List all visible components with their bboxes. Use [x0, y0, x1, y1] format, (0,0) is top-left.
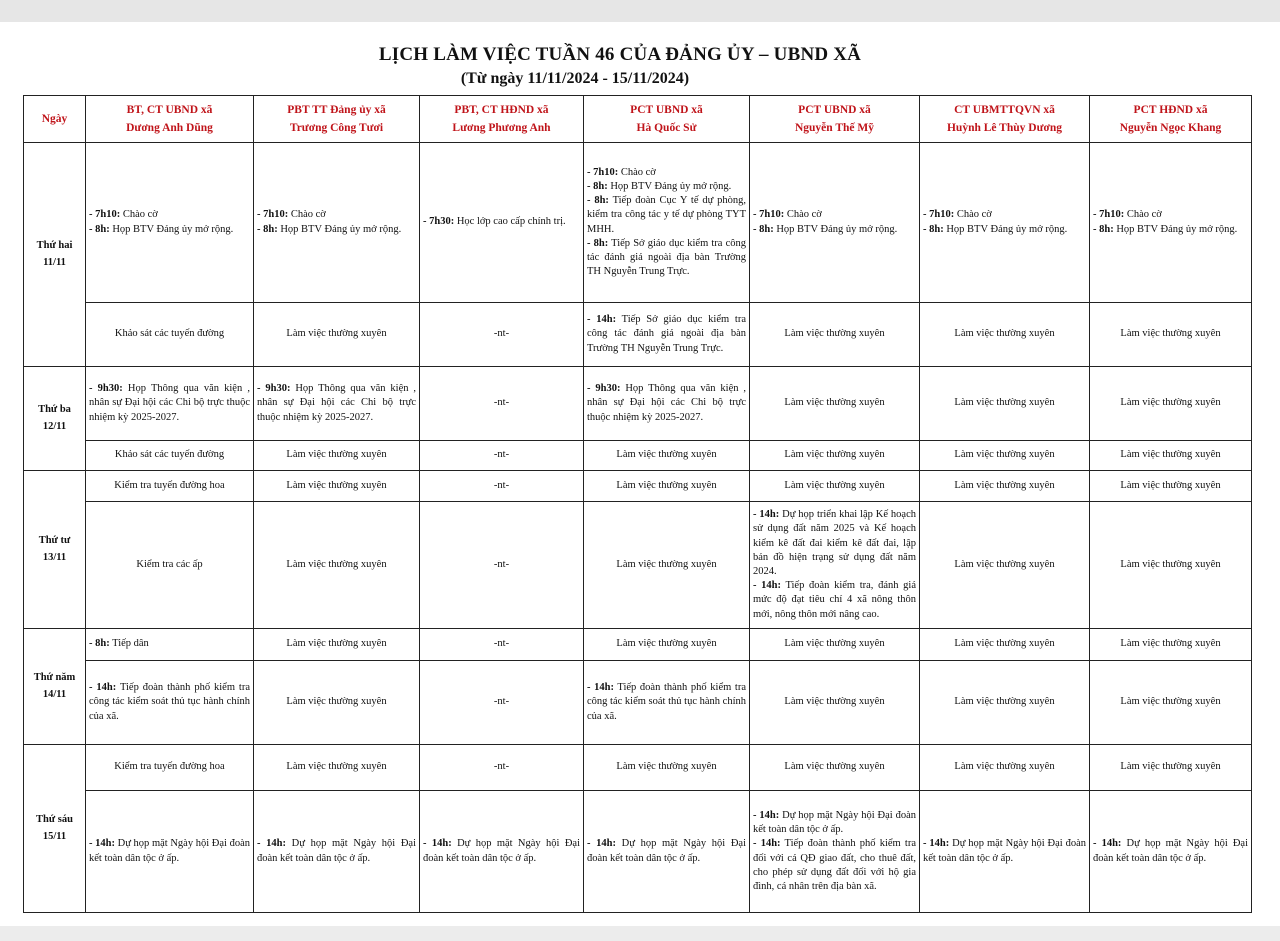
page-title: LỊCH LÀM VIỆC TUẦN 46 CỦA ĐẢNG ỦY – UBND XÃ: [378, 44, 862, 65]
schedule-cell: Làm việc thường xuyên: [750, 745, 920, 791]
page-subtitle: (Từ ngày 11/11/2024 - 15/11/2024): [460, 70, 690, 87]
schedule-cell: - 7h10: Chào cờ - 8h: Họp BTV Đảng ủy mở rộng.: [86, 143, 254, 303]
table-row: [24, 502, 1252, 629]
schedule-cell: Làm việc thường xuyên: [254, 745, 420, 791]
day-cell-monday: Thứ hai 11/11: [24, 143, 86, 367]
schedule-cell: -nt-: [420, 502, 584, 629]
schedule-cell: Làm việc thường xuyên: [254, 441, 420, 471]
schedule-cell: Làm việc thường xuyên: [1090, 471, 1252, 502]
schedule-cell: Làm việc thường xuyên: [254, 502, 420, 629]
schedule-cell: - 14h: Dự họp mặt Ngày hội Đại đoàn kết toàn dân tộc ở ấp.: [1090, 791, 1252, 913]
header-row: [24, 96, 1252, 143]
table-row: [24, 441, 1252, 471]
top-bar: [0, 0, 1280, 22]
header-col-1: BT, CT UBND xã Dương Anh Dũng: [86, 96, 254, 143]
table-row: [24, 791, 1252, 913]
schedule-cell: Làm việc thường xuyên: [750, 661, 920, 745]
schedule-cell: Làm việc thường xuyên: [750, 441, 920, 471]
schedule-cell: Làm việc thường xuyên: [1090, 629, 1252, 661]
schedule-cell: Làm việc thường xuyên: [920, 367, 1090, 441]
day-cell-friday: Thứ sáu 15/11: [24, 745, 86, 913]
schedule-cell: - 14h: Tiếp Sở giáo dục kiểm tra công tác đánh giá ngoài địa bàn Trường TH Nguyễn Trung Trực.: [584, 303, 750, 367]
schedule-cell: -nt-: [420, 441, 584, 471]
schedule-cell: -nt-: [420, 629, 584, 661]
schedule-cell: - 14h: Dự họp mặt Ngày hội Đại đoàn kết toàn dân tộc ở ấp. - 14h: Tiếp đoàn thành phố kiểm tra đối với cá QĐ giao đất, cho thuê đất, cho phép sử dụng đất đối với hộ gia đình, cá nhân trên địa bàn xã.: [750, 791, 920, 913]
schedule-cell: - 9h30: Họp Thông qua văn kiện , nhân sự Đại hội các Chi bộ trực thuộc nhiệm kỳ 2025-2027.: [86, 367, 254, 441]
table-row: [24, 745, 1252, 791]
schedule-cell: Làm việc thường xuyên: [750, 367, 920, 441]
schedule-cell: - 14h: Dự họp mặt Ngày hội Đại đoàn kết toàn dân tộc ở ấp.: [254, 791, 420, 913]
table-row: [24, 367, 1252, 441]
schedule-cell: -nt-: [420, 367, 584, 441]
schedule-cell: Làm việc thường xuyên: [584, 471, 750, 502]
schedule-cell: Làm việc thường xuyên: [920, 661, 1090, 745]
schedule-cell: Làm việc thường xuyên: [1090, 441, 1252, 471]
schedule-cell: - 14h: Tiếp đoàn thành phố kiểm tra công tác kiểm soát thủ tục hành chính của xã.: [86, 661, 254, 745]
schedule-cell: Làm việc thường xuyên: [1090, 367, 1252, 441]
table-row: [24, 661, 1252, 745]
schedule-cell: -nt-: [420, 303, 584, 367]
schedule-cell: Làm việc thường xuyên: [1090, 661, 1252, 745]
schedule-cell: Làm việc thường xuyên: [254, 629, 420, 661]
header-col-4: PCT UBND xã Hà Quốc Sử: [584, 96, 750, 143]
day-cell-thursday: Thứ năm 14/11: [24, 629, 86, 745]
schedule-cell: Kiểm tra tuyến đường hoa: [86, 745, 254, 791]
schedule-cell: Làm việc thường xuyên: [920, 502, 1090, 629]
schedule-cell: Làm việc thường xuyên: [920, 303, 1090, 367]
schedule-cell: Làm việc thường xuyên: [584, 745, 750, 791]
schedule-cell: Làm việc thường xuyên: [920, 441, 1090, 471]
schedule-cell: Làm việc thường xuyên: [1090, 745, 1252, 791]
schedule-cell: - 7h10: Chào cờ - 8h: Họp BTV Đảng ủy mở rộng.: [750, 143, 920, 303]
bottom-bar: [0, 926, 1280, 941]
schedule-cell: Làm việc thường xuyên: [254, 303, 420, 367]
schedule-cell: Làm việc thường xuyên: [584, 441, 750, 471]
schedule-cell: - 7h10: Chào cờ - 8h: Họp BTV Đảng ủy mở rộng. - 8h: Tiếp đoàn Cục Y tế dự phòng, kiểm tra công tác y tế dự phòng TYT MHH. - 8h: Tiếp Sở giáo dục kiểm tra công tác đánh giá ngoài địa bàn Trường TH Nguyễn Trung Trực.: [584, 143, 750, 303]
table-row: [24, 629, 1252, 661]
schedule-cell: - 14h: Dự họp triển khai lập Kế hoạch sử dụng đất năm 2025 và Kế hoạch kiểm kê đất đai kiểm kê đất đai, lập bản đồ hiện trạng sử dụng đất năm 2024. - 14h: Tiếp đoàn kiểm tra, đánh giá mức độ đạt tiêu chí 4 xã nông thôn mới, nông thôn mới nâng cao.: [750, 502, 920, 629]
schedule-table: [23, 95, 1252, 913]
schedule-cell: - 7h10: Chào cờ - 8h: Họp BTV Đảng ủy mở rộng.: [1090, 143, 1252, 303]
schedule-cell: Làm việc thường xuyên: [584, 502, 750, 629]
schedule-cell: Làm việc thường xuyên: [254, 661, 420, 745]
schedule-cell: - 8h: Tiếp dân: [86, 629, 254, 661]
schedule-cell: Làm việc thường xuyên: [584, 629, 750, 661]
table-row: [24, 471, 1252, 502]
schedule-cell: Làm việc thường xuyên: [254, 471, 420, 502]
header-day: Ngày: [24, 96, 86, 143]
schedule-cell: Làm việc thường xuyên: [750, 303, 920, 367]
schedule-cell: Làm việc thường xuyên: [920, 745, 1090, 791]
schedule-cell: Làm việc thường xuyên: [920, 471, 1090, 502]
header-col-2: PBT TT Đảng ủy xã Trương Công Tươi: [254, 96, 420, 143]
header-col-5: PCT UBND xã Nguyễn Thế Mỹ: [750, 96, 920, 143]
schedule-cell: -nt-: [420, 661, 584, 745]
day-cell-tuesday: Thứ ba 12/11: [24, 367, 86, 471]
schedule-cell: - 9h30: Họp Thông qua văn kiện , nhân sự Đại hội các Chi bộ trực thuộc nhiệm kỳ 2025-2027.: [584, 367, 750, 441]
schedule-cell: - 14h: Dự họp mặt Ngày hội Đại đoàn kết toàn dân tộc ở ấp.: [584, 791, 750, 913]
schedule-cell: Làm việc thường xuyên: [1090, 502, 1252, 629]
schedule-cell: - 14h: Dự họp mặt Ngày hội Đại đoàn kết toàn dân tộc ở ấp.: [86, 791, 254, 913]
schedule-cell: Kiểm tra các ấp: [86, 502, 254, 629]
header-col-3: PBT, CT HĐND xã Lương Phương Anh: [420, 96, 584, 143]
schedule-cell: - 9h30: Họp Thông qua văn kiện , nhân sự Đại hội các Chi bộ trực thuộc nhiệm kỳ 2025-2027.: [254, 367, 420, 441]
schedule-cell: - 14h: Dự họp mặt Ngày hội Đại đoàn kết toàn dân tộc ở ấp.: [420, 791, 584, 913]
schedule-cell: -nt-: [420, 745, 584, 791]
schedule-cell: Khảo sát các tuyến đường: [86, 441, 254, 471]
day-cell-wednesday: Thứ tư 13/11: [24, 471, 86, 629]
table-row: [24, 303, 1252, 367]
schedule-cell: - 7h30: Học lớp cao cấp chính trị.: [420, 143, 584, 303]
header-col-6: CT UBMTTQVN xã Huỳnh Lê Thùy Dương: [920, 96, 1090, 143]
schedule-cell: - 14h: Tiếp đoàn thành phố kiểm tra công tác kiểm soát thủ tục hành chính của xã.: [584, 661, 750, 745]
header-col-7: PCT HĐND xã Nguyễn Ngọc Khang: [1090, 96, 1252, 143]
table-row: [24, 143, 1252, 303]
schedule-cell: Kiểm tra tuyến đường hoa: [86, 471, 254, 502]
schedule-cell: - 7h10: Chào cờ - 8h: Họp BTV Đảng ủy mở rộng.: [920, 143, 1090, 303]
schedule-cell: Làm việc thường xuyên: [750, 629, 920, 661]
schedule-cell: Làm việc thường xuyên: [1090, 303, 1252, 367]
schedule-cell: -nt-: [420, 471, 584, 502]
schedule-cell: Làm việc thường xuyên: [920, 629, 1090, 661]
schedule-cell: Khảo sát các tuyến đường: [86, 303, 254, 367]
schedule-cell: - 7h10: Chào cờ - 8h: Họp BTV Đảng ủy mở rộng.: [254, 143, 420, 303]
schedule-cell: - 14h: Dự họp mặt Ngày hội Đại đoàn kết toàn dân tộc ở ấp.: [920, 791, 1090, 913]
schedule-cell: Làm việc thường xuyên: [750, 471, 920, 502]
